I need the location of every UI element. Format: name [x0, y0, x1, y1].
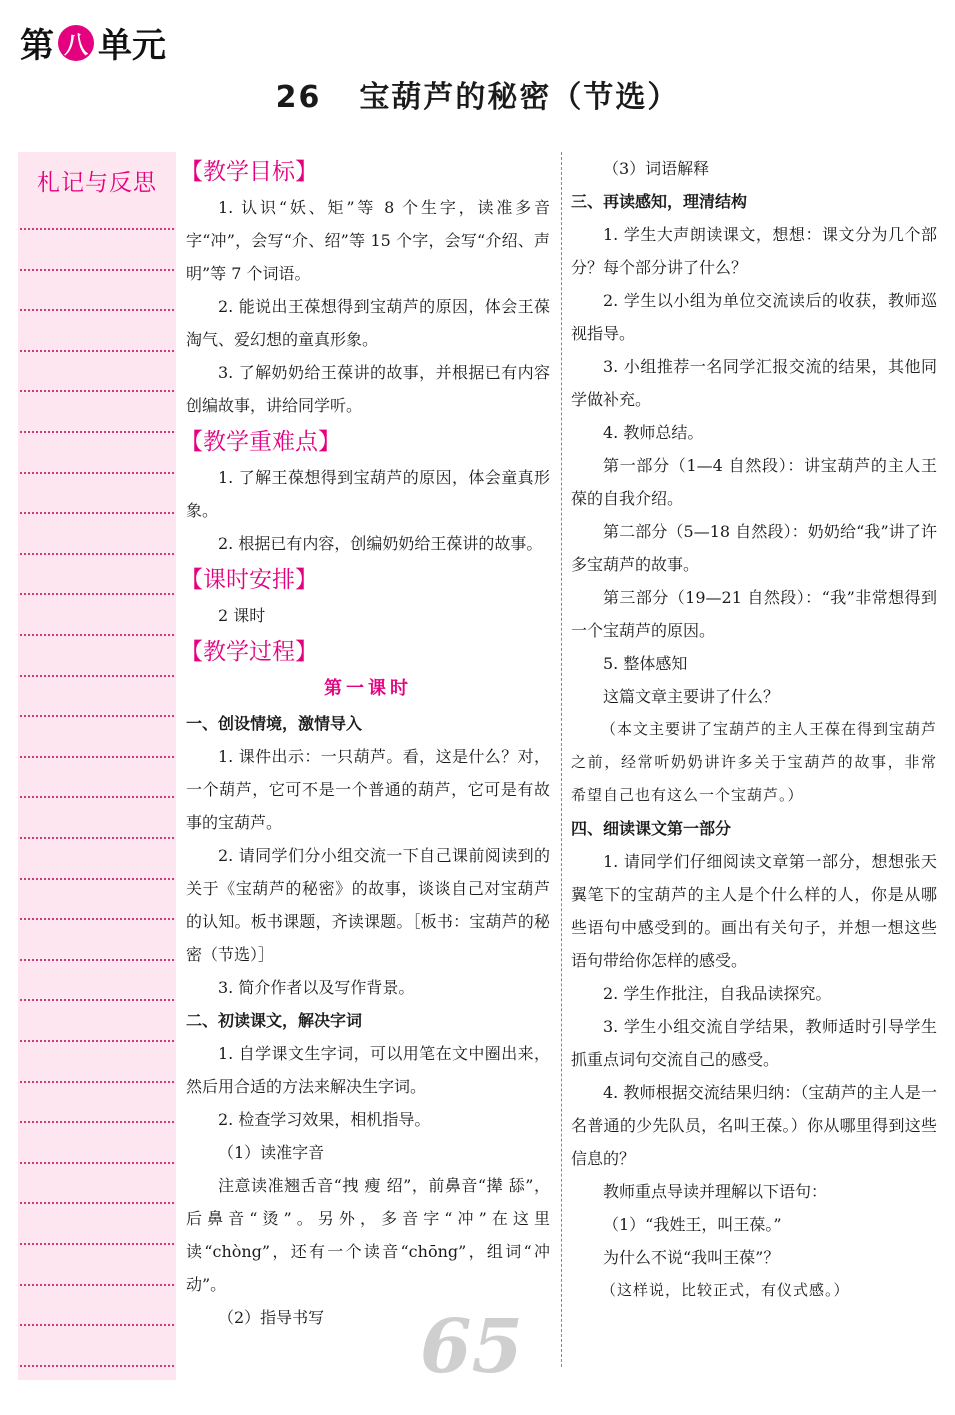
paragraph: 2. 请同学们分小组交流一下自己课前阅读到的关于《宝葫芦的秘密》的故事，谈谈自己对宝葫芦的认知。板书课题，齐读课题。［板书：宝葫芦的秘密（节选）］	[186, 846, 550, 964]
paragraph: 5. 整体感知	[603, 654, 688, 673]
sidebar-writing-line	[20, 1202, 174, 1204]
paragraph: 1. 课件出示：一只葫芦。看，这是什么？对，一个葫芦，它可不是一个普通的葫芦，它可是有故事的宝葫芦。	[186, 747, 550, 832]
paragraph: 注意读准翘舌音“拽 瘦 绍”，前鼻音“撵 舔”，后鼻音“烫”。另外，多音字“冲”在这里读“chòng”，还有一个读音“chōng”，组词“冲动”。	[186, 1176, 550, 1294]
paragraph: 1. 请同学们仔细阅读文章第一部分，想想张天翼笔下的宝葫芦的主人是个什么样的人，你是从哪些语句中感受到的。画出有关句子，并想一想这些语句带给你怎样的感受。	[571, 852, 937, 970]
paragraph: 1. 学生大声朗读课文，想想：课文分为几个部分？每个部分讲了什么？	[571, 225, 937, 277]
paragraph: （2）指导书写	[218, 1308, 325, 1327]
right-column	[571, 152, 937, 1307]
paragraph: 2. 检查学习效果，相机指导。	[218, 1110, 431, 1129]
sidebar-writing-line	[20, 715, 174, 717]
paragraph: 第三部分（19—21 自然段）：“我”非常想得到一个宝葫芦的原因。	[571, 588, 937, 640]
sidebar-writing-line	[20, 431, 174, 433]
unit-suffix: 单元	[98, 26, 166, 66]
paragraph: 2. 学生以小组为单位交流读后的收获，教师巡视指导。	[571, 291, 937, 343]
unit-number-badge: 八	[58, 25, 94, 61]
paragraph: 3. 学生小组交流自学结果，教师适时引导学生抓重点词句交流自己的感受。	[571, 1017, 937, 1069]
lesson-number: 26	[275, 80, 322, 115]
paragraph: 1. 了解王葆想得到宝葫芦的原因，体会童真形象。	[186, 468, 550, 520]
paragraph: 3. 了解奶奶给王葆讲的故事，并根据已有内容创编故事，讲给同学听。	[186, 363, 550, 415]
step-heading: 三、再读感知，理清结构	[571, 192, 748, 211]
paragraph: 为什么不说“我叫王葆”？	[603, 1248, 780, 1267]
sidebar-writing-line	[20, 1162, 174, 1164]
sidebar-writing-line	[20, 959, 174, 961]
sidebar-writing-line	[20, 350, 174, 352]
sidebar-writing-line	[20, 472, 174, 474]
sidebar-writing-line	[20, 1243, 174, 1245]
sidebar-writing-line	[20, 1081, 174, 1083]
column-divider	[561, 152, 562, 1367]
sidebar-writing-line	[20, 634, 174, 636]
paragraph: 2 课时	[218, 606, 266, 625]
paragraph: 3. 简介作者以及写作背景。	[218, 978, 415, 997]
sidebar-writing-line	[20, 390, 174, 392]
sidebar-writing-line	[20, 1324, 174, 1326]
step-heading: 四、细读课文第一部分	[571, 819, 732, 838]
paragraph: 4. 教师根据交流结果归纳：（宝葫芦的主人是一名普通的少先队员，名叫王葆。）你从哪里得到这些信息的？	[571, 1083, 937, 1168]
lesson-period-heading: 第一课时	[324, 678, 412, 699]
paragraph: 2. 学生作批注，自我品读探究。	[603, 984, 832, 1003]
sidebar-writing-line	[20, 1040, 174, 1042]
sidebar-writing-line	[20, 796, 174, 798]
sidebar-writing-line	[20, 918, 174, 920]
lesson-title-text: 宝葫芦的秘密（节选）	[359, 80, 680, 115]
paragraph: 2. 根据已有内容，创编奶奶给王葆讲的故事。	[218, 534, 543, 553]
sidebar-title: 札记与反思	[37, 170, 157, 196]
paragraph: （1）“我姓王，叫王葆。”	[603, 1215, 782, 1234]
answer-note: （本文主要讲了宝葫芦的主人王葆在得到宝葫芦之前，经常听奶奶讲许多关于宝葫芦的故事，非常希望自己也有这么一个宝葫芦。）	[571, 720, 938, 804]
paragraph: （1）读准字音	[218, 1143, 325, 1162]
sidebar-writing-line	[20, 309, 174, 311]
paragraph: （3）词语解释	[603, 159, 710, 178]
section-heading: 【课时安排】	[180, 567, 318, 593]
paragraph: 4. 教师总结。	[603, 423, 704, 442]
sidebar-writing-line	[20, 593, 174, 595]
sidebar-writing-line	[20, 269, 174, 271]
sidebar-writing-line	[20, 553, 174, 555]
step-heading: 二、初读课文，解决字词	[186, 1011, 363, 1030]
paragraph: 教师重点导读并理解以下语句：	[603, 1182, 828, 1201]
section-heading: 【教学重难点】	[180, 429, 341, 455]
page-number: 65	[420, 1304, 523, 1390]
paragraph: 这篇文章主要讲了什么？	[603, 687, 780, 706]
paragraph: 第一部分（1—4 自然段）：讲宝葫芦的主人王葆的自我介绍。	[571, 456, 937, 508]
sidebar-writing-line	[20, 1284, 174, 1286]
sidebar-writing-line	[20, 675, 174, 677]
answer-note: （这样说，比较正式，有仪式感。）	[601, 1281, 850, 1299]
step-heading: 一、创设情境，激情导入	[186, 714, 363, 733]
sidebar-writing-line	[20, 1365, 174, 1367]
sidebar-writing-line	[20, 756, 174, 758]
section-heading: 【教学过程】	[180, 639, 318, 665]
sidebar-writing-line	[20, 999, 174, 1001]
sidebar-writing-line	[20, 228, 174, 230]
left-column	[180, 152, 550, 1334]
section-heading: 【教学目标】	[180, 159, 318, 185]
paragraph: 3. 小组推荐一名同学汇报交流的结果，其他同学做补充。	[571, 357, 937, 409]
unit-prefix: 第	[20, 26, 54, 66]
unit-heading	[20, 18, 166, 67]
paragraph: 第二部分（5—18 自然段）：奶奶给“我”讲了许多宝葫芦的故事。	[571, 522, 937, 574]
sidebar-writing-line	[20, 1121, 174, 1123]
paragraph: 2. 能说出王葆想得到宝葫芦的原因，体会王葆淘气、爱幻想的童真形象。	[186, 297, 550, 349]
paragraph: 1. 认识“妖、矩”等 8 个生字，读准多音字“冲”，会写“介、绍”等 15 个字，会写“介绍、声明”等 7 个词语。	[186, 198, 550, 283]
sidebar-writing-line	[20, 512, 174, 514]
sidebar-writing-line	[20, 837, 174, 839]
paragraph: 1. 自学课文生字词，可以用笔在文中圈出来，然后用合适的方法来解决生字词。	[186, 1044, 550, 1096]
notes-sidebar	[18, 152, 176, 1380]
lesson-title	[0, 72, 955, 116]
sidebar-writing-line	[20, 878, 174, 880]
